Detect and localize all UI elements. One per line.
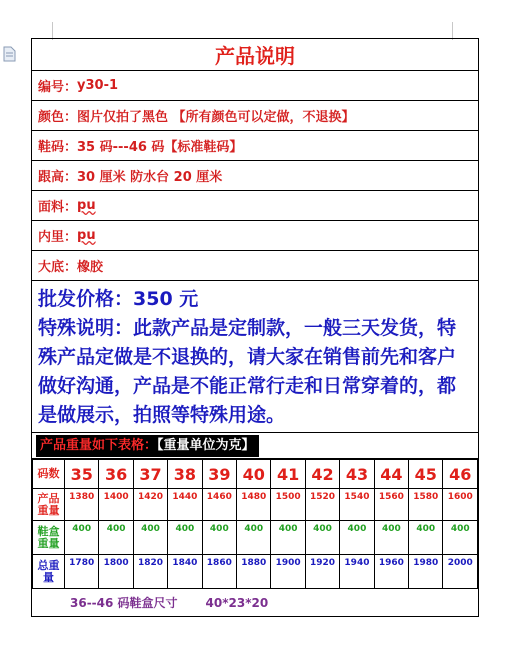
weight-cell: 1500 (271, 489, 305, 521)
box-size-row (32, 589, 478, 617)
box-weight-cell: 400 (99, 521, 133, 555)
weight-cell: 1520 (305, 489, 339, 521)
box-weight-cell: 400 (168, 521, 202, 555)
page-title: 产品说明 (32, 39, 478, 71)
size-cell: 41 (271, 460, 305, 489)
total-weight-cell: 1920 (305, 555, 339, 589)
box-weight-cell: 400 (65, 521, 99, 555)
size-cell: 42 (305, 460, 339, 489)
weight-cell: 1420 (133, 489, 167, 521)
box-size-label: 36--46 码鞋盒尺寸 (70, 596, 178, 610)
total-weight-cell: 1820 (133, 555, 167, 589)
description-block (32, 281, 478, 433)
info-value: 橡胶 (77, 260, 104, 275)
info-row-code (32, 71, 478, 101)
size-label: 码数 (33, 460, 65, 489)
total-weight-cell: 1840 (168, 555, 202, 589)
info-row-sole (32, 251, 478, 281)
info-row-size (32, 131, 478, 161)
info-label: 鞋码： (38, 140, 78, 155)
size-cell: 44 (374, 460, 408, 489)
total-weight-label: 总重量 (33, 555, 65, 589)
info-row-lining (32, 221, 478, 251)
info-value: pu (77, 228, 96, 243)
size-row (33, 460, 478, 489)
box-weight-cell: 400 (271, 521, 305, 555)
weight-banner-row (32, 433, 478, 459)
info-row-color (32, 101, 478, 131)
box-weight-row (33, 521, 478, 555)
total-weight-cell: 1880 (237, 555, 271, 589)
weight-cell: 1540 (340, 489, 374, 521)
total-weight-cell: 1800 (99, 555, 133, 589)
total-weight-cell: 2000 (443, 555, 478, 589)
info-value: pu (77, 198, 96, 213)
weight-cell: 1460 (202, 489, 236, 521)
box-weight-cell: 400 (443, 521, 478, 555)
weight-banner-unit: 【重量单位为克】 (157, 437, 255, 453)
info-label: 内里： (38, 230, 78, 245)
weight-cell: 1440 (168, 489, 202, 521)
info-value: 35 码---46 码【标准鞋码】 (77, 140, 243, 155)
total-weight-row (33, 555, 478, 589)
weight-cell: 1600 (443, 489, 478, 521)
info-value: 图片仅拍了黑色 【所有颜色可以定做，不退换】 (77, 110, 355, 125)
size-cell: 45 (409, 460, 443, 489)
weight-cell: 1560 (374, 489, 408, 521)
document-icon[interactable] (3, 46, 17, 62)
box-weight-cell: 400 (374, 521, 408, 555)
box-weight-cell: 400 (305, 521, 339, 555)
weight-cell: 1400 (99, 489, 133, 521)
box-weight-cell: 400 (340, 521, 374, 555)
total-weight-cell: 1900 (271, 555, 305, 589)
size-cell: 38 (168, 460, 202, 489)
info-row-material (32, 191, 478, 221)
info-label: 大底： (38, 260, 78, 275)
size-cell: 43 (340, 460, 374, 489)
info-row-heel (32, 161, 478, 191)
box-weight-cell: 400 (409, 521, 443, 555)
special-note: 特殊说明：此款产品是定制款，一般三天发货，特殊产品定做是不退换的，请大家在销售前先和客户做好沟通，产品是不能正常行走和日常穿着的，都是做展示，拍照等特殊用途。 (38, 317, 457, 426)
weight-label: 产品重量 (33, 489, 65, 521)
box-weight-cell: 400 (202, 521, 236, 555)
size-cell: 37 (133, 460, 167, 489)
info-label: 跟高： (38, 170, 78, 185)
info-label: 编号： (38, 80, 78, 95)
weight-cell: 1480 (237, 489, 271, 521)
weight-banner-title: 产品重量如下表格： (40, 437, 158, 453)
weight-table (32, 459, 478, 589)
info-value: 30 厘米 防水台 20 厘米 (77, 170, 223, 185)
total-weight-cell: 1960 (374, 555, 408, 589)
info-label: 颜色： (38, 110, 78, 125)
size-cell: 46 (443, 460, 478, 489)
box-weight-cell: 400 (237, 521, 271, 555)
box-size-dims: 40*23*20 (205, 595, 269, 610)
info-value: y30-1 (77, 78, 119, 93)
size-cell: 39 (202, 460, 236, 489)
size-cell: 40 (237, 460, 271, 489)
weight-cell: 1380 (65, 489, 99, 521)
total-weight-cell: 1940 (340, 555, 374, 589)
box-weight-label: 鞋盒重量 (33, 521, 65, 555)
product-sheet (31, 38, 479, 617)
size-cell: 36 (99, 460, 133, 489)
weight-cell: 1580 (409, 489, 443, 521)
weight-banner (36, 435, 259, 457)
weight-row (33, 489, 478, 521)
size-cell: 35 (65, 460, 99, 489)
total-weight-cell: 1980 (409, 555, 443, 589)
info-label: 面料： (38, 200, 78, 215)
total-weight-cell: 1860 (202, 555, 236, 589)
box-weight-cell: 400 (133, 521, 167, 555)
total-weight-cell: 1780 (65, 555, 99, 589)
wholesale-price: 批发价格：350 元 (38, 288, 199, 310)
